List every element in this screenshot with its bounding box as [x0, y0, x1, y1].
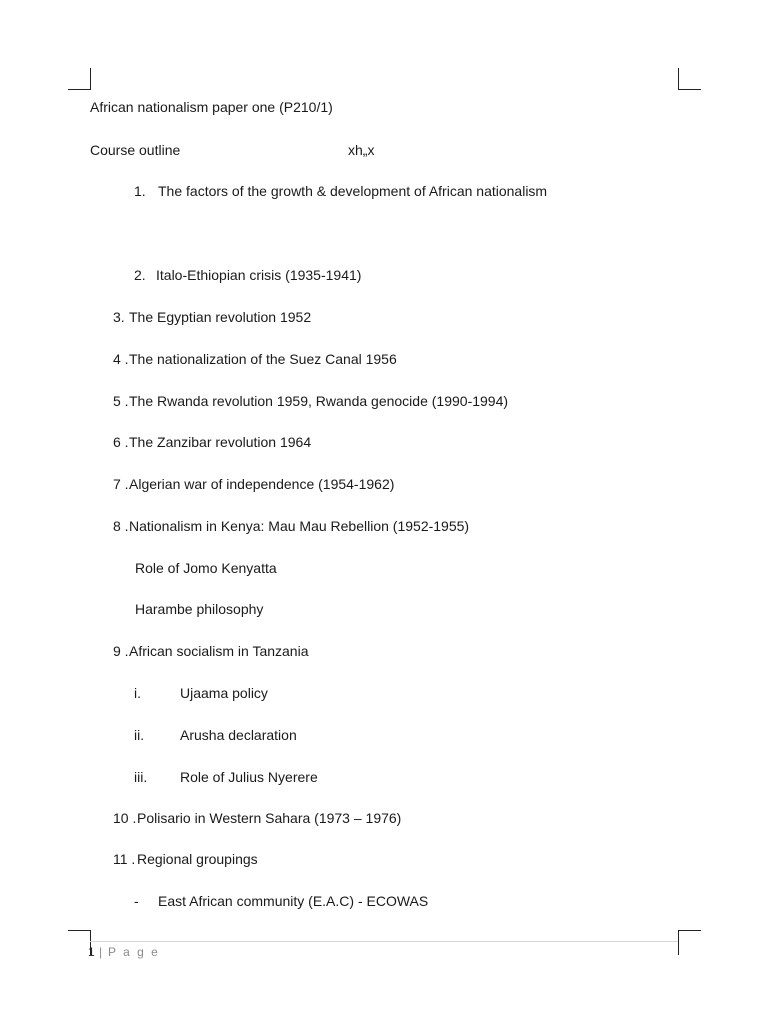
page-number: 1	[88, 945, 96, 959]
item-marker: 1.	[134, 183, 146, 199]
footer-separator: |	[99, 945, 105, 959]
item-marker: 10 .	[113, 810, 137, 826]
item-text: Harambe philosophy	[135, 601, 264, 617]
item-text: The Zanzibar revolution 1964	[129, 434, 312, 450]
item-marker: 5 .	[113, 393, 129, 409]
document-title: African nationalism paper one (P210/1)	[90, 99, 333, 115]
item-marker: 3.	[113, 309, 125, 325]
item-text: The nationalization of the Suez Canal 1956	[129, 351, 397, 367]
item-text: The Rwanda revolution 1959, Rwanda genocide (1990-1994)	[129, 393, 509, 409]
item-marker: i.	[134, 685, 141, 701]
item-text: Algerian war of independence (1954-1962)	[129, 476, 395, 492]
item-text: Italo-Ethiopian crisis (1935-1941)	[156, 267, 362, 283]
item-marker: 2.	[134, 267, 146, 283]
item-marker: 11 .	[113, 851, 136, 867]
item-text: African socialism in Tanzania	[129, 643, 309, 659]
page-footer	[88, 945, 160, 959]
item-marker: 9 .	[113, 643, 129, 659]
item-text: Polisario in Western Sahara (1973 – 1976)	[137, 810, 402, 826]
item-marker: 6 .	[113, 434, 129, 450]
page-label: P a g e	[108, 945, 160, 959]
item-text: The factors of the growth & development of African nationalism	[158, 183, 548, 199]
footer-divider	[90, 941, 678, 942]
course-outline-mark: xh„x	[348, 142, 375, 158]
item-marker: 7 .	[113, 476, 129, 492]
item-text: The Egyptian revolution 1952	[129, 309, 312, 325]
item-text: Role of Jomo Kenyatta	[135, 560, 277, 576]
item-text: Regional groupings	[137, 851, 258, 867]
item-marker: ii.	[134, 727, 145, 743]
item-text: Ujaama policy	[180, 685, 268, 701]
item-text: Nationalism in Kenya: Mau Mau Rebellion (1952-1955)	[129, 518, 470, 534]
item-text: Arusha declaration	[180, 727, 297, 743]
item-text: Role of Julius Nyerere	[180, 769, 318, 785]
item-marker: 4 .	[113, 351, 129, 367]
item-marker: 8 .	[113, 518, 129, 534]
item-marker: -	[134, 893, 139, 909]
item-text: East African community (E.A.C) - ECOWAS	[158, 893, 429, 909]
course-outline-label: Course outline	[90, 142, 181, 158]
item-marker: iii.	[134, 769, 148, 785]
